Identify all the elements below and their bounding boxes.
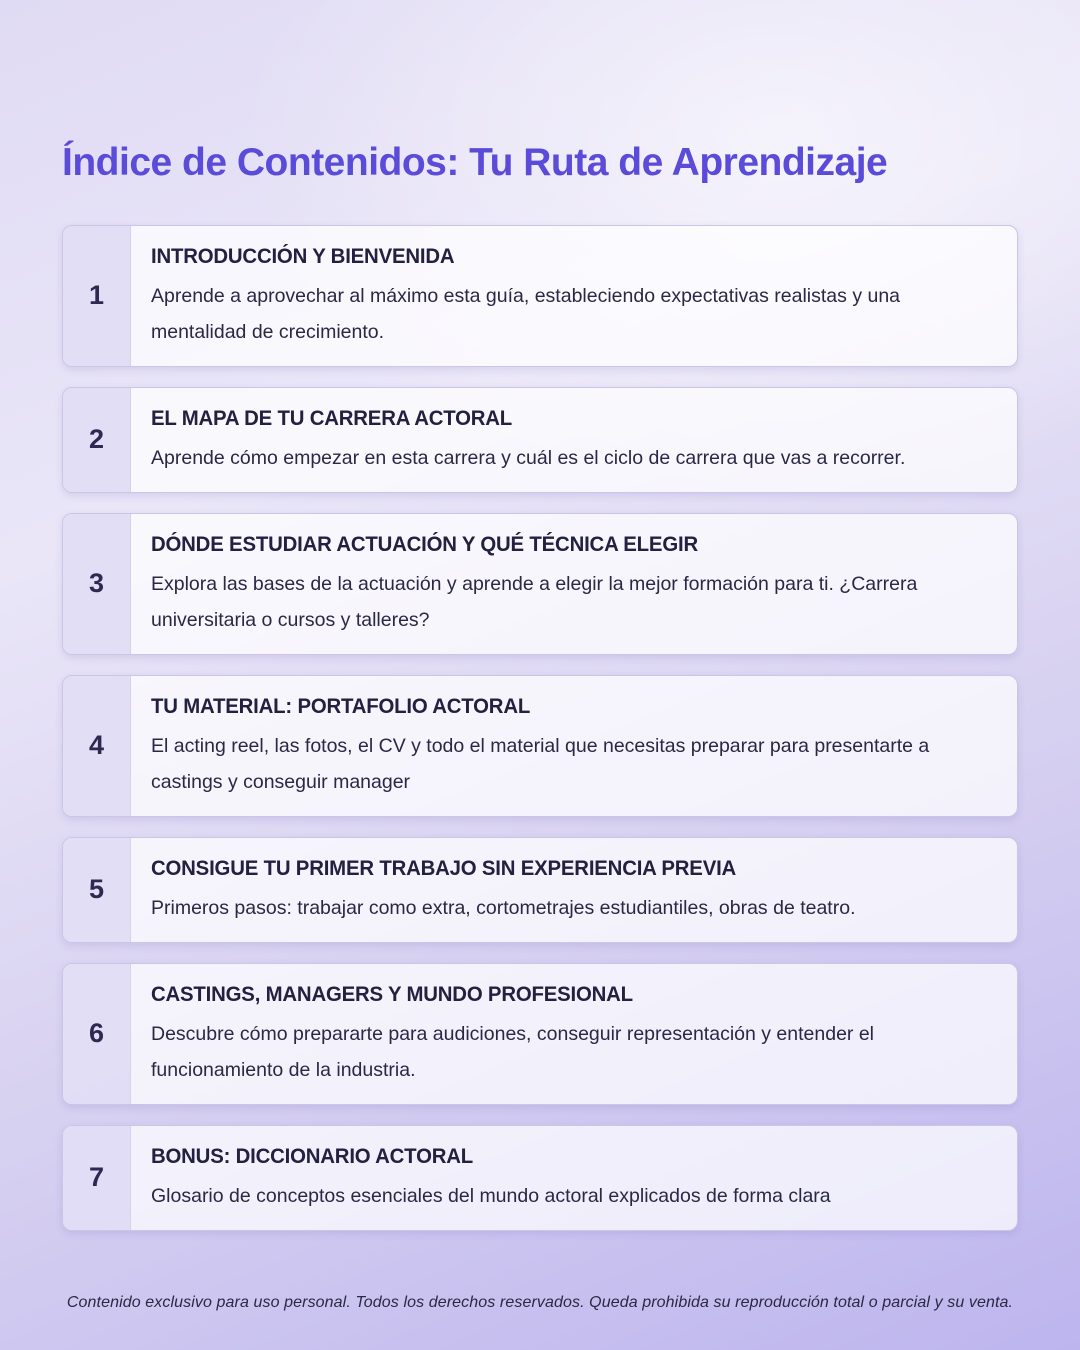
toc-card-1 [62, 225, 1018, 367]
chapter-content [131, 964, 1017, 1104]
page-title: Índice de Contenidos: Tu Ruta de Aprendizaje [62, 141, 888, 184]
chapter-title: BONUS: DICCIONARIO ACTORAL [151, 1144, 474, 1168]
toc-card-4 [62, 675, 1018, 817]
chapter-description: Glosario de conceptos esenciales del mundo actoral explicados de forma clara [151, 1184, 831, 1207]
chapter-title: TU MATERIAL: PORTAFOLIO ACTORAL [151, 694, 531, 718]
toc-card-3 [62, 513, 1018, 655]
chapter-title: CONSIGUE TU PRIMER TRABAJO SIN EXPERIENCIA PREVIA [151, 856, 737, 880]
chapter-description: Explora las bases de la actuación y aprende a elegir la mejor formación para ti. ¿Carrera universitaria o cursos y talleres? [151, 572, 918, 631]
chapter-description: El acting reel, las fotos, el CV y todo el material que necesitas preparar para presentarte a castings y conseguir manager [151, 734, 930, 793]
chapter-number: 4 [63, 676, 131, 816]
chapter-number: 3 [63, 514, 131, 654]
chapter-content [131, 676, 1017, 816]
chapter-description: Aprende cómo empezar en esta carrera y cuál es el ciclo de carrera que vas a recorrer. [151, 446, 906, 469]
chapter-number: 6 [63, 964, 131, 1104]
toc-card-2 [62, 387, 1018, 493]
chapter-title: EL MAPA DE TU CARRERA ACTORAL [151, 406, 513, 430]
chapter-number: 5 [63, 838, 131, 942]
chapter-title: CASTINGS, MANAGERS Y MUNDO PROFESIONAL [151, 982, 633, 1006]
chapter-description: Aprende a aprovechar al máximo esta guía, estableciendo expectativas realistas y una mentalidad de crecimiento. [151, 284, 901, 343]
chapter-number: 7 [63, 1126, 131, 1230]
chapter-number: 1 [63, 226, 131, 366]
copyright-footer: Contenido exclusivo para uso personal. Todos los derechos reservados. Queda prohibida su reproducción total o parcial y su venta. [66, 1294, 1014, 1311]
chapter-content [131, 226, 1017, 366]
chapter-description: Primeros pasos: trabajar como extra, cortometrajes estudiantiles, obras de teatro. [151, 896, 856, 919]
chapter-description: Descubre cómo prepararte para audiciones, conseguir representación y entender el funcionamiento de la industria. [151, 1022, 875, 1081]
chapter-number: 2 [63, 388, 131, 492]
toc-card-7 [62, 1125, 1018, 1231]
chapter-content [131, 514, 1017, 654]
toc-card-6 [62, 963, 1018, 1105]
toc-card-5 [62, 837, 1018, 943]
chapter-title: INTRODUCCIÓN Y BIENVENIDA [151, 244, 455, 268]
chapter-content [131, 388, 1017, 492]
chapter-content [131, 838, 1017, 942]
chapter-title: DÓNDE ESTUDIAR ACTUACIÓN Y QUÉ TÉCNICA ELEGIR [151, 532, 698, 556]
chapter-content [131, 1126, 1017, 1230]
toc-list [62, 225, 1018, 1231]
